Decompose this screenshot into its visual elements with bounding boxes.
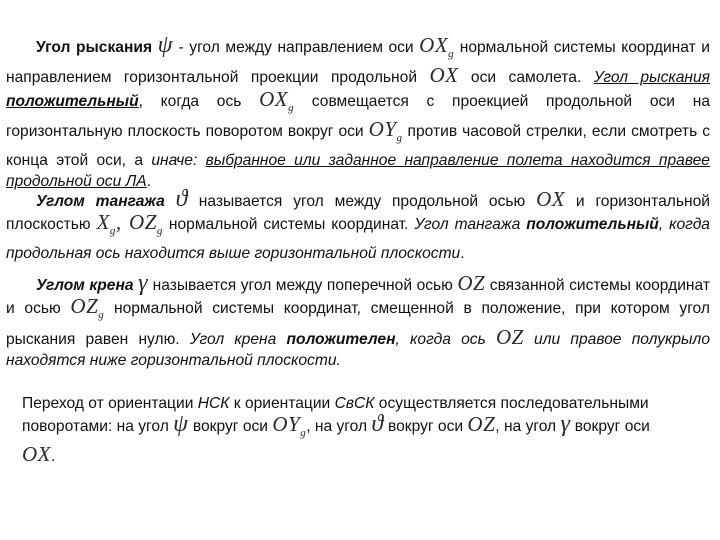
p1-definition-italic: выбранное или заданное направление полета находится правее продольной оси ЛА: [6, 151, 710, 191]
oxg-symbol: [419, 33, 455, 60]
transition-paragraph: [22, 393, 682, 467]
p3-text-5: , когда ось: [395, 330, 496, 348]
p1-text-2: нормальной системы координат и направлением горизонтальной проекции продольной: [6, 39, 710, 87]
g-subscript: g: [288, 101, 295, 114]
xg-ozg-symbol: [96, 210, 163, 238]
gamma-symbol: γ: [560, 411, 571, 437]
g-subscript: g: [396, 132, 403, 145]
oz-label: , OZ: [115, 210, 157, 235]
p2-text-5: , когда продольная ось находится выше горизонтальной плоскости: [6, 216, 710, 262]
p2-text-2: и горизонтальной плоскостью: [6, 193, 710, 234]
roll-term: Углом крена: [36, 277, 134, 294]
p1-text-5: , когда ось: [138, 92, 260, 110]
p4-text-8: вокруг оси: [570, 418, 650, 435]
g-subscript: g: [156, 225, 163, 238]
p3-text-1: называется угол между поперечной осью: [152, 277, 458, 294]
p4-text-2: к ориентации: [229, 395, 335, 412]
p2-period: .: [460, 244, 465, 262]
p4-text-5: , на угол: [306, 418, 372, 435]
nsk-abbrev: НСК: [197, 395, 230, 412]
p3-text-4: Угол крена: [189, 330, 287, 348]
psi-symbol: ψ: [173, 411, 189, 437]
p1-text-1: - угол между направлением оси: [173, 39, 420, 56]
p1-period: .: [146, 173, 152, 191]
ox-label: OX: [419, 33, 449, 57]
ox-symbol: OX: [22, 442, 51, 466]
oy-label: OY: [272, 412, 301, 436]
gamma-symbol: γ: [138, 270, 149, 296]
psi-symbol: ψ: [157, 32, 174, 58]
p4-text-4: вокруг оси: [188, 418, 273, 435]
roll-angle-paragraph: [6, 270, 711, 372]
ox-symbol: OX: [536, 187, 566, 211]
oz-symbol: OZ: [457, 271, 486, 295]
g-subscript: g: [109, 225, 116, 238]
positive-emphasis: положительный: [526, 216, 659, 234]
ssk-abbrev: СвСК: [334, 395, 375, 412]
p1-text-7: против часовой стрелки, если смотреть с конца этой оси, а: [6, 123, 711, 169]
theta-symbol: ϑ: [175, 186, 188, 212]
g-subscript: g: [98, 309, 105, 322]
p2-text-4: Угол тангажа: [414, 216, 527, 234]
ozg-symbol: [70, 294, 105, 322]
yaw-angle-paragraph: [6, 32, 711, 192]
p4-text-6: вокруг оси: [383, 418, 468, 435]
oyg-symbol: [368, 117, 403, 145]
pitch-term: Углом тангажа: [36, 193, 165, 210]
p1-text-3: оси самолета.: [458, 69, 594, 87]
oz-symbol: OZ: [467, 412, 496, 436]
p4-period: .: [51, 448, 56, 465]
g-subscript: g: [300, 427, 307, 439]
p2-text-1: называется угол между продольной осью: [187, 193, 537, 210]
p3-text-2: связанной системы координат и осью: [6, 277, 711, 318]
positive-emphasis: положительный: [6, 92, 139, 110]
x-label: X: [96, 210, 110, 235]
p1-otherwise: иначе:: [151, 151, 206, 169]
yaw-emphasis: Угол рыскания: [593, 69, 710, 87]
oyg-symbol: [272, 412, 307, 439]
theta-symbol: ϑ: [371, 411, 384, 437]
p4-text-3: осуществляется последовательными поворотами: на угол: [22, 395, 649, 435]
p1-text-6: совмещается с проекцией продольной оси на горизонтальную плоскость поворотом вокруг оси: [6, 92, 710, 141]
p3-text-3: нормальной системы координат, смещенной в положение, при котором угол рыскания равен нулю.: [6, 300, 710, 348]
p3-text-6: или правое полукрыло находятся ниже горизонтальной плоскости.: [6, 330, 710, 370]
oz-symbol-2: OZ: [495, 324, 524, 349]
ox-symbol: OX: [429, 63, 459, 88]
oy-label: OY: [368, 117, 397, 142]
p4-text-7: , на угол: [495, 418, 561, 435]
pitch-angle-paragraph: [6, 186, 710, 264]
p2-text-3: нормальной системы координат.: [162, 216, 415, 234]
p4-text-1: Переход от ориентации: [22, 395, 198, 412]
ox-label: OX: [259, 86, 289, 111]
oxg-symbol-2: [259, 86, 295, 114]
g-subscript: g: [448, 48, 455, 60]
yaw-term: Угол рыскания: [36, 39, 153, 56]
oz-label: OZ: [70, 294, 99, 319]
positive-emphasis: положителен: [286, 330, 396, 348]
